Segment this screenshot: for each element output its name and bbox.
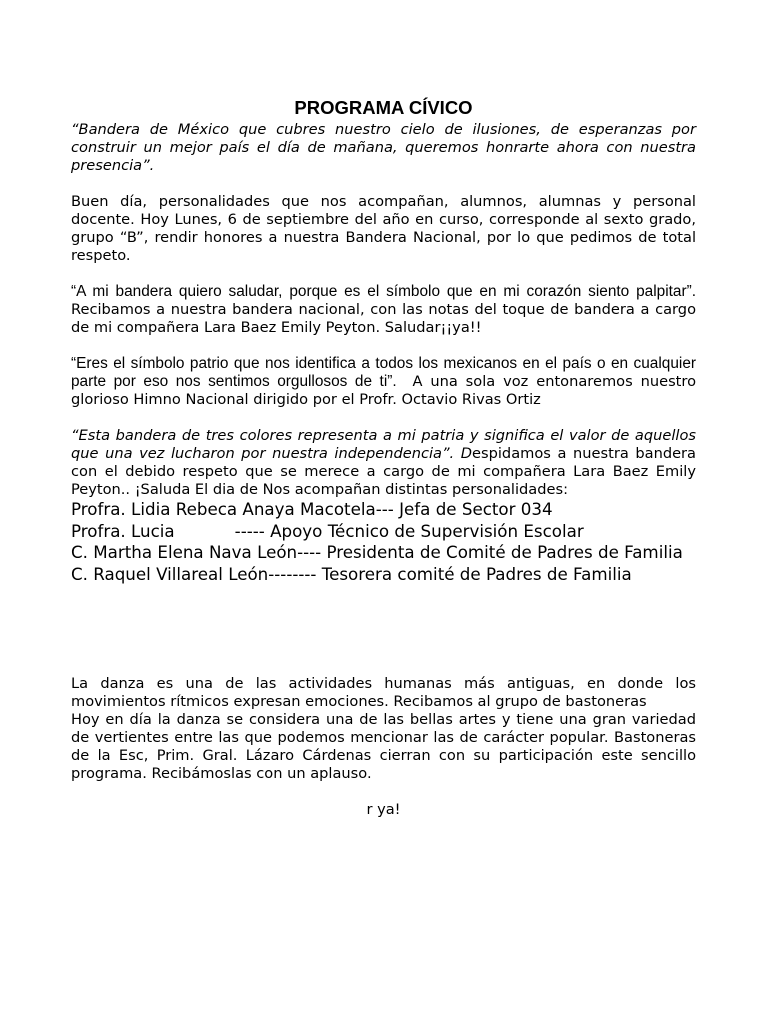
personality-name: Profra. Lucia <box>71 520 175 541</box>
personality-role: Presidenta de Comité de Padres de Familia <box>321 542 683 562</box>
dance-paragraph: Hoy en día la danza se considera una de las bellas artes y tiene una gran variedad de vertientes entre las que podemos mencionar las de carácter popular. Bastoneras de la Esc, Prim. Gral. Lázaro Cárdenas cierran con su participación este sencillo programa. Recibámoslas con un aplauso. <box>71 711 696 782</box>
personality-item <box>71 542 696 564</box>
personalities-list <box>71 499 696 585</box>
personality-role: Jefa de Sector 034 <box>393 499 553 519</box>
anthem-paragraph <box>71 355 696 409</box>
personality-name: C. Raquel Villareal León-------- <box>71 563 317 584</box>
personality-name: C. Martha Elena Nava León---- <box>71 542 322 562</box>
farewell-quote: “Esta bandera de tres colores representa a mi patria y significa el valor de aquellos que una vez lucharon por nuestra independencia”. <box>71 427 696 462</box>
anthem-text: A una sola voz entonaremos nuestro glorioso Himno Nacional dirigido por el Profr. Octavio Rivas Ortiz <box>71 373 697 408</box>
dance-intro: La danza es una de las actividades humanas más antiguas, en donde los movimientos rítmicos expresan emociones. Recibamos al grupo de bastoneras <box>71 675 696 710</box>
personality-role: Tesorera comité de Padres de Familia <box>316 563 632 584</box>
personality-name: Profra. Lidia Rebeca Anaya Macotela--- <box>71 499 394 519</box>
salute-paragraph <box>71 283 696 337</box>
farewell-paragraph <box>71 427 696 499</box>
anthem-quote: “Eres el símbolo patrio que nos identifica a todos los mexicanos en el país o en cualquier parte por eso nos sentimos orgullosos de ti”. <box>71 355 696 390</box>
personality-role: ----- Apoyo Técnico de Supervisión Escolar <box>234 520 584 541</box>
personality-item <box>71 521 696 543</box>
document-page <box>71 96 696 819</box>
welcome-paragraph: Buen día, personalidades que nos acompañan, alumnos, alumnas y personal docente. Hoy Lunes, 6 de septiembre del año en curso, corresponde al sexto grado, grupo “B”, rendir honores a nuestra Bandera Nacional, por lo que pedimos de total respeto. <box>71 193 696 264</box>
personality-item <box>71 564 696 586</box>
document-title: PROGRAMA CÍVICO <box>294 97 473 118</box>
farewell-text-lead: D <box>460 445 473 462</box>
salute-text: Recibamos a nuestra bandera nacional, con las notas del toque de bandera a cargo de mi compañera Lara Baez Emily Peyton. Saludar¡¡ya!! <box>71 301 696 336</box>
intro-quote: “Bandera de México que cubres nuestro cielo de ilusiones, de esperanzas por construir un mejor país el día de mañana, queremos honrarte ahora con nuestra presencia”. <box>71 121 696 174</box>
personality-item <box>71 499 696 521</box>
closing-text: r ya! <box>366 801 401 818</box>
farewell-text: espidamos a nuestra bandera con el debido respeto que se merece a cargo de mi compañera Lara Baez Emily Peyton.. ¡Saluda El dia de Nos acompañan distintas personalidades: <box>71 445 697 498</box>
salute-quote: “A mi bandera quiero saludar, porque es el símbolo que en mi corazón siento palpitar”. <box>71 283 696 300</box>
